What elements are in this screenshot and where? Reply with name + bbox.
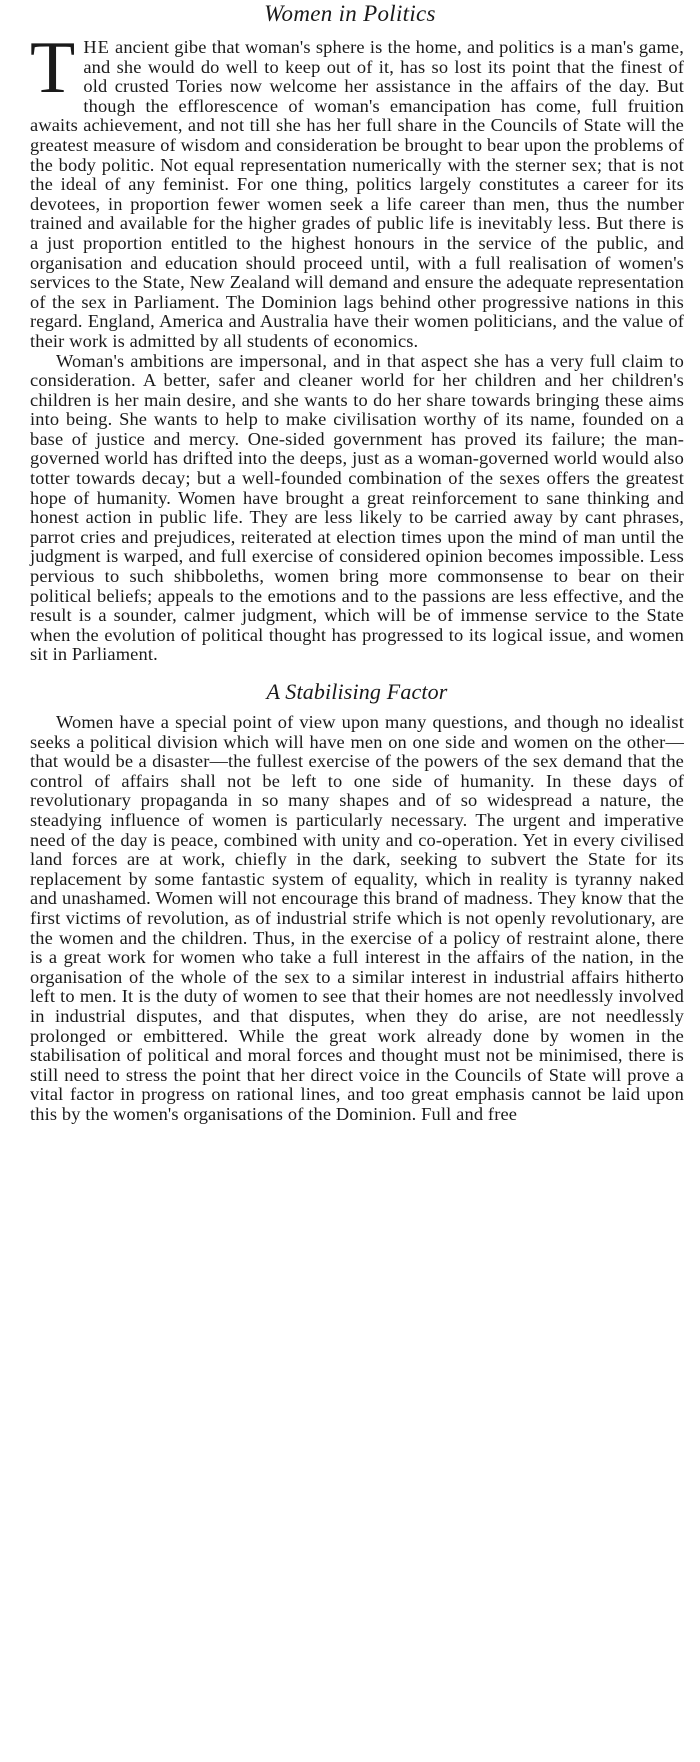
paragraph-ambitions: Woman's ambitions are impersonal, and in that aspect she has a very full claim to consideration. A better, safer and cleaner world for her children and her children's children is her main desire, and she wants to do her share towards bringing these aims into being. She wants to help to make civilisation worthy of its name, founded on a base of justice and mercy. One-sided government has proved its failure; the man-governed world has drifted into the deeps, just as a woman-governed world would also totter towards decay; but a well-founded combination of the sexes offers the greatest hope of humanity. Women have brought a great reinforcement to sane thinking and honest action in public life. They are less likely to be carried away by cant phrases, parrot cries and prejudices, reiterated at election times upon the mind of man until the judgment is warped, and full exercise of considered opinion becomes impossible. Less pervious to such shibboleths, women bring more commonsense to bear on their political beliefs; appeals to the emotions and to the passions are less effective, and the result is a sounder, calmer judgment, which will be of immense service to the State when the evolution of political thought has progressed to its logical issue, and women sit in Parliament. — [30, 350, 684, 665]
section-heading: A Stabilising Factor — [266, 679, 448, 704]
article-title: Women in Politics — [264, 1, 436, 26]
lead-caps: HE — [83, 37, 110, 57]
paragraph-stabilising: Women have a special point of view upon many questions, and though no idealist seeks a political division which will have men on one side and women on the other—that would be a disaster—the fullest exercise of the powers of the sex demand that the control of affairs shall not be left to one side of humanity. In these days of revolutionary propaganda in so many shapes and of so widespread a nature, the steadying influence of women is particularly necessary. The urgent and imperative need of the day is peace, combined with unity and co-operation. Yet in every civilised land forces are at work, chiefly in the dark, seeking to subvert the State for its replacement by some fantastic system of equality, which in reality is tyranny naked and unashamed. Women will not encourage this brand of madness. They know that the first victims of revolution, as of industrial strife which is not openly revolutionary, are the women and the children. Thus, in the exercise of a policy of restraint alone, there is a great work for women who take a full interest in the affairs of the nation, in the organisation of the whole of the sex to a similar interest in industrial affairs hitherto left to men. It is the duty of women to see that their homes are not needlessly involved in industrial disputes, and that disputes, when they do arise, are not needlessly prolonged or embittered. While the great work already done by women in the stabilisation of political and moral forces and thought must not be minimised, there is still need to stress the point that her direct voice in the Councils of State will prove a vital factor in progress on rational lines, and too great emphasis cannot be laid upon this by the women's organisations of the Dominion. Full and free — [30, 712, 684, 1124]
drop-cap: T — [30, 27, 76, 109]
paragraph-intro-text: ancient gibe that woman's sphere is the home, and politics is a man's game, and she would do well to keep out of it, has so lost its point that the finest of old crusted Tories now welcome her assistance in the affairs of the day. But though the efflorescence of woman's emancipation has come, full fruition awaits achievement, and not till she has her full share in the Councils of State will the greatest measure of wisdom and consideration be brought to bear upon the problems of the body politic. Not equal representation numerically with the sterner sex; that is not the ideal of any feminist. For one thing, politics largely constitutes a career for its devotees, in proportion fewer women seek a life career than men, thus the number trained and available for the higher grades of public life is inevitably less. But there is a just proportion entitled to the highest honours in the service of the public, and organisation and education should proceed until, with a full realisation of women's services to the State, New Zealand will demand and ensure the adequate representation of the sex in Parliament. The Dominion lags behind other progressive nations in this regard. England, America and Australia have their women politicians, and the value of their work is admitted by all students of economics. — [30, 37, 684, 351]
paragraph-intro — [30, 27, 684, 352]
article-body — [30, 27, 684, 1124]
